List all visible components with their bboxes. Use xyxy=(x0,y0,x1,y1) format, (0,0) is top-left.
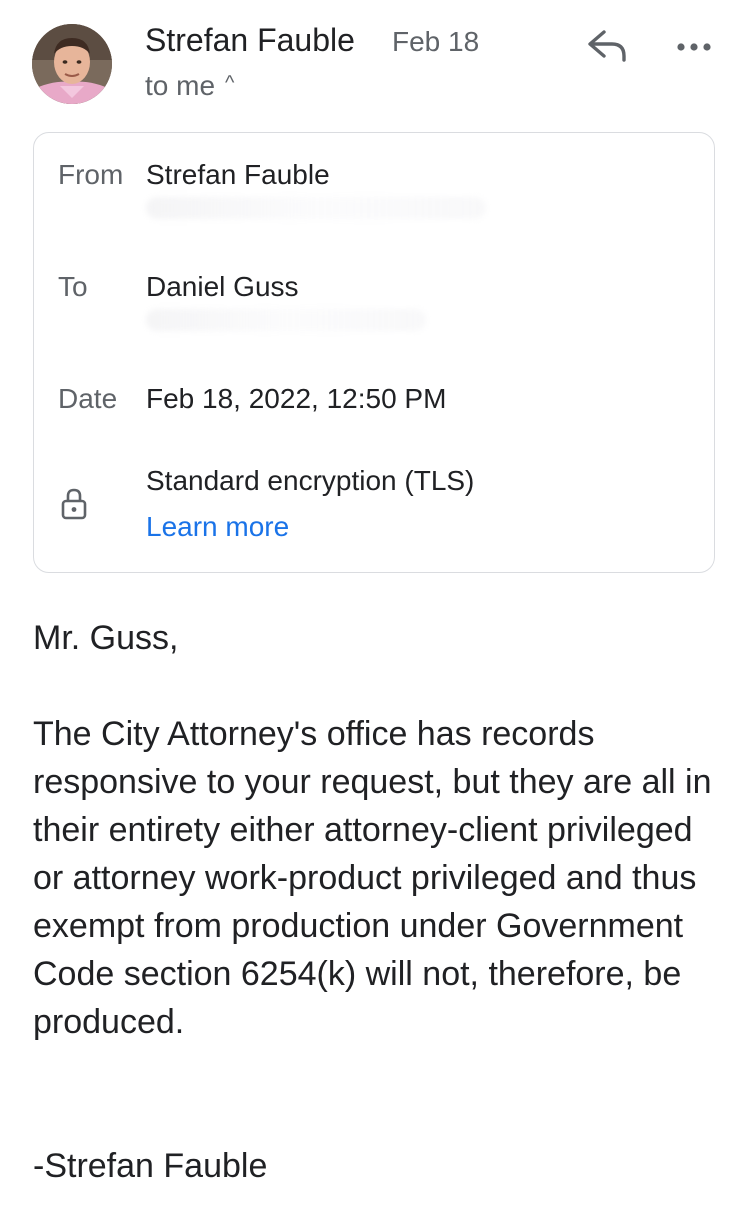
more-options-button[interactable] xyxy=(674,30,716,64)
sender-avatar[interactable] xyxy=(32,24,112,104)
recipient-summary: to me xyxy=(145,70,216,101)
message-date: Feb 18 xyxy=(392,26,480,57)
chevron-up-icon: ^ xyxy=(225,72,235,94)
message-header xyxy=(0,0,750,120)
date-label: Date xyxy=(58,383,118,414)
learn-more-link[interactable]: Learn more xyxy=(146,511,290,542)
from-label: From xyxy=(58,159,124,190)
lock-icon xyxy=(60,487,88,521)
to-label: To xyxy=(58,271,88,302)
message-greeting: Mr. Guss, xyxy=(33,619,179,657)
message-details-card xyxy=(33,132,715,573)
more-horizontal-icon xyxy=(674,30,716,64)
message-body: The City Attorney's office has records responsive to your request, but they are all in their entirety either attorney-client privileged or attorney work-product privileged and thus exempt from production under Government Code section 6254(k) will not, therefore, be produced. xyxy=(33,715,712,1041)
date-value: Feb 18, 2022, 12:50 PM xyxy=(146,383,447,414)
to-address-redacted xyxy=(146,309,426,331)
reply-button[interactable] xyxy=(584,26,630,66)
message-signature: -Strefan Fauble xyxy=(33,1147,268,1185)
from-address-redacted xyxy=(146,197,486,219)
encryption-status: Standard encryption (TLS) xyxy=(146,465,475,496)
from-value: Strefan Fauble xyxy=(146,159,330,190)
to-value: Daniel Guss xyxy=(146,271,299,302)
recipient-toggle[interactable] xyxy=(145,70,234,102)
reply-icon xyxy=(584,26,630,66)
sender-name[interactable]: Strefan Fauble xyxy=(145,22,355,58)
avatar-photo xyxy=(32,24,112,104)
